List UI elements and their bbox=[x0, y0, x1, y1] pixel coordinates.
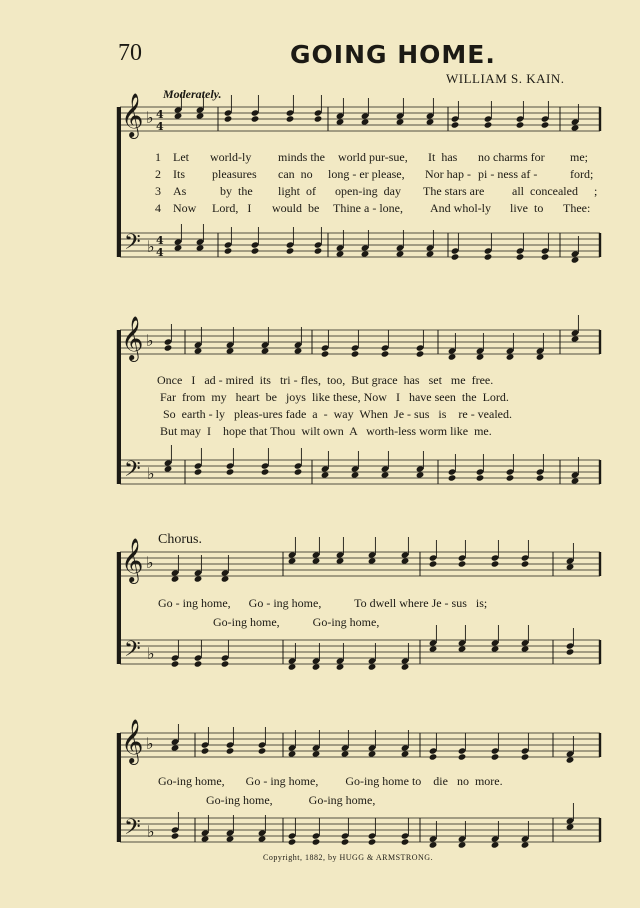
lyric-word: Nor hap - bbox=[425, 167, 471, 181]
notehead bbox=[458, 645, 467, 652]
notehead bbox=[458, 560, 467, 567]
key-flat: ♭ bbox=[146, 734, 154, 753]
lyric-word: light of bbox=[278, 184, 316, 198]
lyric-word: As bbox=[173, 184, 187, 198]
notehead bbox=[341, 750, 350, 757]
treble-clef: 𝄞 bbox=[121, 538, 144, 582]
notehead bbox=[491, 841, 500, 848]
composer-credit: WILLIAM S. KAIN. bbox=[446, 71, 565, 86]
notehead bbox=[416, 350, 425, 357]
notehead bbox=[368, 663, 377, 670]
notehead bbox=[458, 841, 467, 848]
notehead bbox=[451, 121, 460, 128]
notehead bbox=[566, 823, 575, 830]
lyric-line: Far from my heart be joys like these, Now I have seen the Lord. bbox=[160, 390, 509, 404]
system4-treble-lyrics: Go-ing home, Go - ing home, Go-ing home to die no more. bbox=[158, 774, 503, 788]
notehead bbox=[336, 118, 345, 125]
time-signature-bottom: 4 bbox=[156, 120, 164, 133]
time-signature-bottom: 4 bbox=[156, 246, 164, 259]
time-signature-top: 4 bbox=[156, 108, 164, 121]
notehead bbox=[288, 838, 297, 845]
notehead bbox=[224, 115, 233, 122]
notehead bbox=[426, 118, 435, 125]
notehead bbox=[251, 247, 260, 254]
notehead bbox=[429, 841, 438, 848]
lyric-word: open-ing day bbox=[335, 184, 401, 198]
lyric-word: Lord, I bbox=[212, 201, 252, 215]
notehead bbox=[321, 350, 330, 357]
notehead bbox=[261, 468, 270, 475]
key-flat: ♭ bbox=[146, 553, 154, 572]
notehead bbox=[261, 347, 270, 354]
notehead bbox=[541, 121, 550, 128]
lyric-word: The stars are bbox=[423, 184, 485, 198]
lyric-word: Its bbox=[173, 167, 185, 181]
lyric-word: world pur-sue, bbox=[338, 150, 408, 164]
notehead bbox=[314, 247, 323, 254]
notehead bbox=[521, 841, 530, 848]
notehead bbox=[351, 350, 360, 357]
notehead bbox=[226, 347, 235, 354]
lyric-word: live to bbox=[510, 201, 544, 215]
notehead bbox=[416, 471, 425, 478]
notehead bbox=[571, 256, 580, 263]
notehead bbox=[294, 468, 303, 475]
notehead bbox=[258, 747, 267, 754]
notehead bbox=[506, 353, 515, 360]
lyric-word: ford; bbox=[570, 167, 594, 181]
key-flat: ♭ bbox=[147, 822, 155, 841]
notehead bbox=[484, 253, 493, 260]
bass-clef: 𝄢 bbox=[124, 457, 141, 487]
notehead bbox=[288, 663, 297, 670]
copyright-notice: Copyright, 1882, by HUGG & ARMSTRONG. bbox=[263, 853, 434, 862]
notehead bbox=[536, 353, 545, 360]
notehead bbox=[426, 250, 435, 257]
notehead bbox=[224, 247, 233, 254]
notehead bbox=[429, 753, 438, 760]
notehead bbox=[286, 247, 295, 254]
notehead bbox=[171, 575, 180, 582]
notehead bbox=[368, 750, 377, 757]
notehead bbox=[294, 347, 303, 354]
lyric-word: And whol-ly bbox=[430, 201, 491, 215]
lyric-word: by the bbox=[220, 184, 253, 198]
notehead bbox=[171, 660, 180, 667]
treble-clef: 𝄞 bbox=[121, 316, 144, 360]
notehead bbox=[368, 557, 377, 564]
notehead bbox=[491, 753, 500, 760]
notehead bbox=[401, 838, 410, 845]
notehead bbox=[171, 832, 180, 839]
lyric-word: It has bbox=[428, 150, 458, 164]
lyric-word: long - er please, bbox=[328, 167, 405, 181]
bass-clef: 𝄢 bbox=[124, 637, 141, 667]
notehead bbox=[174, 112, 183, 119]
key-flat: ♭ bbox=[147, 644, 155, 663]
verse-number: 4 bbox=[155, 201, 161, 215]
notehead bbox=[566, 648, 575, 655]
notehead bbox=[521, 645, 530, 652]
notehead bbox=[194, 660, 203, 667]
notehead bbox=[401, 750, 410, 757]
notehead bbox=[361, 250, 370, 257]
notehead bbox=[566, 756, 575, 763]
lyric-line: But may I hope that Thou wilt own A worth-less worm like me. bbox=[160, 424, 492, 438]
notehead bbox=[312, 663, 321, 670]
lyric-line: So earth - ly pleas-ures fade a - way When Je - sus is re - vealed. bbox=[163, 407, 512, 421]
lyric-word: Thee: bbox=[563, 201, 591, 215]
notehead bbox=[336, 250, 345, 257]
lyric-word: minds the bbox=[278, 150, 325, 164]
lyric-word: pi - ness af - bbox=[478, 167, 538, 181]
notehead bbox=[429, 645, 438, 652]
notehead bbox=[288, 750, 297, 757]
tempo-marking: Moderately. bbox=[163, 87, 222, 101]
lyric-word: ; bbox=[594, 184, 598, 198]
verse-number: 2 bbox=[155, 167, 161, 181]
notehead bbox=[448, 353, 457, 360]
notehead bbox=[536, 474, 545, 481]
verse-number: 3 bbox=[155, 184, 161, 198]
key-flat: ♭ bbox=[147, 237, 155, 256]
notehead bbox=[164, 465, 173, 472]
notehead bbox=[336, 557, 345, 564]
chorus-bass-lyrics: Go-ing home, Go-ing home, bbox=[213, 615, 380, 629]
key-flat: ♭ bbox=[146, 108, 154, 127]
notehead bbox=[396, 250, 405, 257]
notehead bbox=[381, 471, 390, 478]
notehead bbox=[288, 557, 297, 564]
bass-clef: 𝄢 bbox=[124, 230, 141, 260]
notehead bbox=[201, 747, 210, 754]
verse-number: 1 bbox=[155, 150, 161, 164]
notehead bbox=[221, 660, 230, 667]
notehead bbox=[521, 753, 530, 760]
system4-bass-lyrics: Go-ing home, Go-ing home, bbox=[206, 793, 376, 807]
lyric-word: can no bbox=[278, 167, 313, 181]
notehead bbox=[312, 750, 321, 757]
notehead bbox=[506, 474, 515, 481]
notehead bbox=[458, 753, 467, 760]
notehead bbox=[381, 350, 390, 357]
notehead bbox=[196, 244, 205, 251]
notehead bbox=[484, 121, 493, 128]
page-number: 70 bbox=[118, 40, 142, 66]
notehead bbox=[196, 112, 205, 119]
notehead bbox=[312, 557, 321, 564]
notehead bbox=[164, 344, 173, 351]
notehead bbox=[351, 471, 360, 478]
lyric-line: Once I ad - mired its tri - fles, too, But grace has set me free. bbox=[157, 373, 494, 387]
chorus-treble-lyrics: Go - ing home, Go - ing home, To dwell where Je - sus is; bbox=[158, 596, 488, 610]
notehead bbox=[174, 244, 183, 251]
notehead bbox=[521, 560, 530, 567]
notehead bbox=[286, 115, 295, 122]
notehead bbox=[314, 115, 323, 122]
notehead bbox=[336, 663, 345, 670]
bass-clef: 𝄢 bbox=[124, 815, 141, 845]
notehead bbox=[201, 835, 210, 842]
notehead bbox=[194, 347, 203, 354]
notehead bbox=[429, 560, 438, 567]
notehead bbox=[491, 645, 500, 652]
notehead bbox=[541, 253, 550, 260]
notehead bbox=[171, 744, 180, 751]
notehead bbox=[226, 747, 235, 754]
notehead bbox=[258, 835, 267, 842]
time-signature-top: 4 bbox=[156, 234, 164, 247]
notehead bbox=[341, 838, 350, 845]
notehead bbox=[251, 115, 260, 122]
notehead bbox=[321, 471, 330, 478]
lyric-word: Thine a - lone, bbox=[333, 201, 403, 215]
notehead bbox=[194, 468, 203, 475]
lyric-word: Now bbox=[173, 201, 197, 215]
hymn-title: GOING HOME. bbox=[290, 40, 496, 69]
notehead bbox=[401, 663, 410, 670]
notehead bbox=[451, 253, 460, 260]
lyric-word: world-ly bbox=[210, 150, 252, 164]
notehead bbox=[194, 575, 203, 582]
notehead bbox=[566, 563, 575, 570]
notehead bbox=[516, 253, 525, 260]
treble-clef: 𝄞 bbox=[121, 719, 144, 763]
key-flat: ♭ bbox=[147, 464, 155, 483]
key-flat: ♭ bbox=[146, 331, 154, 350]
treble-clef: 𝄞 bbox=[121, 93, 144, 137]
lyric-word: all concealed bbox=[512, 184, 578, 198]
notehead bbox=[571, 124, 580, 131]
notehead bbox=[221, 575, 230, 582]
lyric-word: me; bbox=[570, 150, 588, 164]
notehead bbox=[396, 118, 405, 125]
notehead bbox=[491, 560, 500, 567]
lyric-word: pleasures bbox=[212, 167, 257, 181]
notehead bbox=[571, 335, 580, 342]
notehead bbox=[476, 474, 485, 481]
notehead bbox=[312, 838, 321, 845]
lyric-word: no charms for bbox=[478, 150, 545, 164]
notehead bbox=[401, 557, 410, 564]
notehead bbox=[571, 477, 580, 484]
lyric-word: would be bbox=[272, 201, 320, 215]
notehead bbox=[516, 121, 525, 128]
notehead bbox=[448, 474, 457, 481]
notehead bbox=[368, 838, 377, 845]
chorus-label: Chorus. bbox=[158, 532, 202, 547]
notehead bbox=[361, 118, 370, 125]
lyric-word: Let bbox=[173, 150, 189, 164]
notehead bbox=[476, 353, 485, 360]
notehead bbox=[226, 468, 235, 475]
notehead bbox=[226, 835, 235, 842]
